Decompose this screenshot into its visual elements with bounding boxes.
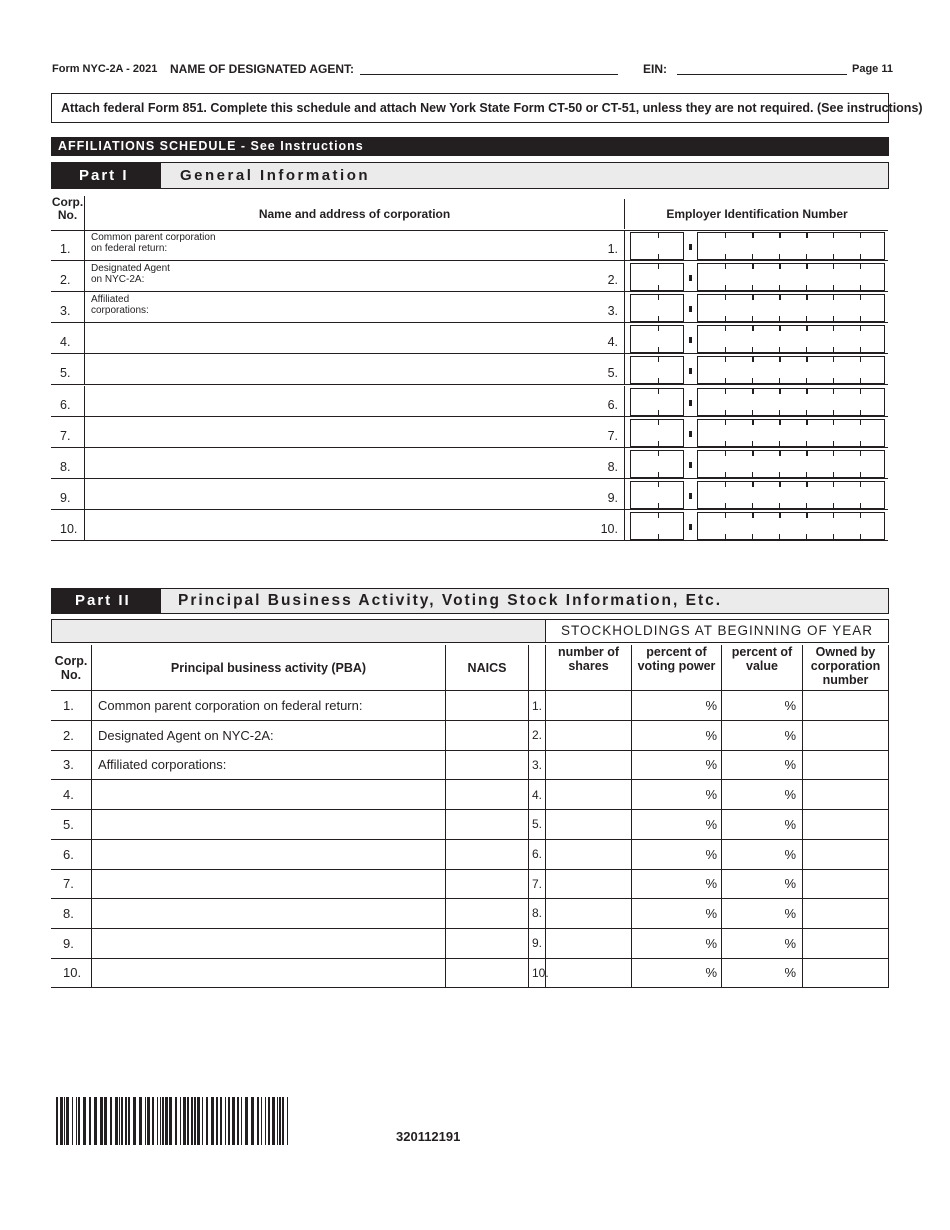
barcode-bar	[175, 1097, 177, 1145]
barcode-bar	[232, 1097, 235, 1145]
agent-label: NAME OF DESIGNATED AGENT:	[170, 62, 355, 76]
percent-sign: %	[784, 965, 796, 981]
ein-separator	[689, 244, 692, 250]
name-address-field[interactable]	[85, 386, 624, 416]
barcode-bar	[83, 1097, 86, 1145]
part2-row	[51, 810, 889, 840]
corp-no: 3.	[51, 292, 85, 322]
form-code: 320112191	[396, 1129, 461, 1144]
barcode-bar	[133, 1097, 136, 1145]
voting-percent-field[interactable]	[631, 721, 721, 750]
naics-field[interactable]	[445, 958, 528, 987]
value-percent-field[interactable]	[721, 929, 802, 958]
part1-row	[51, 323, 888, 354]
name-address-field[interactable]	[85, 230, 624, 260]
owned-by-field[interactable]	[802, 691, 889, 720]
barcode-bar	[279, 1097, 281, 1145]
percent-sign: %	[705, 935, 717, 951]
corp-no: 3.	[63, 757, 74, 773]
name-address-field[interactable]	[85, 354, 624, 384]
ein-entry	[624, 510, 888, 540]
corp-no: 8.	[51, 448, 85, 478]
barcode-bar	[64, 1097, 65, 1145]
ein-suffix-field[interactable]	[697, 356, 885, 384]
percent-sign: %	[705, 698, 717, 713]
voting-percent-field[interactable]	[631, 840, 721, 869]
line-number: 6.	[528, 840, 545, 869]
value-percent-field[interactable]	[721, 869, 802, 898]
owned-by-field[interactable]	[802, 721, 889, 750]
barcode-bar	[191, 1097, 193, 1145]
shares-field[interactable]	[545, 780, 631, 809]
barcode-bar	[60, 1097, 63, 1145]
pba-field[interactable]: Designated Agent on NYC-2A:	[91, 721, 445, 750]
corp-no: 7.	[63, 876, 74, 892]
part1-row	[51, 448, 888, 479]
percent-sign: %	[784, 816, 796, 832]
ein-prefix-field[interactable]	[630, 325, 684, 353]
percent-sign: %	[705, 846, 717, 862]
corp-no: 5.	[51, 354, 85, 384]
barcode-bar	[241, 1097, 242, 1145]
ein-separator	[689, 337, 692, 343]
barcode-bar	[110, 1097, 112, 1145]
col-line	[528, 645, 545, 690]
ein-separator	[689, 493, 692, 499]
owned-by-field[interactable]	[802, 899, 889, 928]
barcode-bar	[202, 1097, 203, 1145]
percent-sign: %	[784, 727, 796, 743]
part1-row	[51, 354, 888, 385]
col-pba: Principal business activity (PBA)	[91, 645, 445, 690]
corp-no: 1.	[63, 698, 74, 713]
ein-prefix-field[interactable]	[630, 356, 684, 384]
percent-sign: %	[705, 905, 717, 921]
pba-field[interactable]	[91, 899, 445, 928]
pba-field[interactable]	[91, 810, 445, 839]
part1-header	[51, 162, 889, 189]
part2-title: Principal Business Activity, Voting Stock Information, Etc.	[178, 592, 723, 609]
corp-no: 6.	[51, 386, 85, 416]
row-label: Designated Agent	[91, 263, 170, 275]
barcode-bar	[157, 1097, 158, 1145]
part2-row	[51, 780, 889, 810]
barcode-bar	[128, 1097, 130, 1145]
barcode-bar	[160, 1097, 161, 1145]
ein-entry	[624, 386, 888, 416]
barcode-bar	[76, 1097, 77, 1145]
voting-percent-field[interactable]	[631, 691, 721, 720]
col-ein: Employer Identification Number	[624, 199, 889, 229]
naics-field[interactable]	[445, 869, 528, 898]
name-address-field[interactable]	[85, 323, 624, 353]
barcode-bar	[56, 1097, 58, 1145]
barcode-bar	[162, 1097, 164, 1145]
barcode-bar	[261, 1097, 262, 1145]
line-number: 10.	[600, 521, 618, 536]
barcode-bar	[100, 1097, 103, 1145]
value-percent-field[interactable]	[721, 691, 802, 720]
pba-field[interactable]	[91, 869, 445, 898]
percent-sign: %	[784, 905, 796, 921]
corp-no: 5.	[63, 816, 74, 832]
barcode-bar	[206, 1097, 208, 1145]
barcode-bar	[152, 1097, 154, 1145]
ein-entry	[624, 261, 888, 291]
barcode	[56, 1097, 290, 1145]
corp-no: 9.	[63, 935, 74, 951]
ein-suffix-field[interactable]	[697, 450, 885, 478]
notice: Attach federal Form 851. Complete this schedule and attach New York State Form CT-50 or CT-51, unless they are not required. (See instructions)	[51, 93, 889, 123]
line-number: 6.	[607, 397, 618, 412]
name-address-field[interactable]	[85, 261, 624, 291]
part2-label: Part II	[51, 588, 161, 614]
shares-field[interactable]	[545, 958, 631, 987]
line-number: 8.	[528, 899, 545, 928]
pba-field[interactable]	[91, 929, 445, 958]
corp-no: 7.	[51, 417, 85, 447]
corp-no: 4.	[51, 323, 85, 353]
owned-by-field[interactable]	[802, 750, 889, 779]
schedule-title: AFFILIATIONS SCHEDULE - See Instructions	[51, 137, 889, 156]
pba-field[interactable]	[91, 958, 445, 987]
percent-sign: %	[705, 816, 717, 832]
naics-field[interactable]	[445, 810, 528, 839]
ein-suffix-field[interactable]	[697, 294, 885, 322]
ein-label: EIN:	[643, 62, 667, 76]
ein-entry	[624, 479, 888, 509]
part1-row	[51, 417, 888, 448]
owned-by-field[interactable]	[802, 780, 889, 809]
line-number: 8.	[607, 459, 618, 474]
percent-sign: %	[784, 757, 796, 773]
barcode-bar	[121, 1097, 123, 1145]
naics-field[interactable]	[445, 840, 528, 869]
barcode-bar	[183, 1097, 186, 1145]
value-percent-field[interactable]	[721, 899, 802, 928]
voting-percent-field[interactable]	[631, 780, 721, 809]
part2-row	[51, 840, 889, 870]
barcode-bar	[169, 1097, 172, 1145]
part2-row	[51, 721, 889, 751]
ein-entry	[624, 417, 888, 447]
pba-field[interactable]	[91, 840, 445, 869]
naics-field[interactable]	[445, 691, 528, 720]
line-number: 4.	[528, 780, 545, 809]
pba-field[interactable]	[91, 780, 445, 809]
col-value: percent of value	[721, 645, 802, 690]
ein-suffix-field[interactable]	[697, 512, 885, 540]
pba-field[interactable]: Affiliated corporations:	[91, 750, 445, 779]
naics-field[interactable]	[445, 750, 528, 779]
col-owned: Owned by corporation number	[802, 645, 889, 690]
agent-name-field[interactable]	[360, 74, 618, 75]
voting-percent-field[interactable]	[631, 869, 721, 898]
row-label: Common parent corporation	[91, 232, 216, 243]
barcode-bar	[287, 1097, 288, 1145]
ein-separator	[689, 462, 692, 468]
ein-prefix-field[interactable]	[630, 419, 684, 447]
shares-field[interactable]	[545, 869, 631, 898]
barcode-bar	[89, 1097, 91, 1145]
percent-sign: %	[705, 757, 717, 773]
part2-row	[51, 958, 889, 988]
col-corp-no: Corp. No.	[54, 653, 88, 682]
barcode-bar	[165, 1097, 168, 1145]
barcode-bar	[125, 1097, 127, 1145]
ein-prefix-field[interactable]	[630, 512, 684, 540]
shares-field[interactable]	[545, 750, 631, 779]
ein-separator	[689, 524, 692, 530]
part2-column-headers	[51, 645, 889, 691]
col-shares: number of shares	[545, 645, 631, 690]
value-percent-field[interactable]	[721, 721, 802, 750]
barcode-bar	[257, 1097, 259, 1145]
shares-field[interactable]	[545, 899, 631, 928]
corp-no: 10.	[51, 510, 85, 540]
ein-entry	[624, 292, 888, 322]
percent-sign: %	[705, 965, 717, 981]
barcode-bar	[197, 1097, 200, 1145]
ein-separator	[689, 306, 692, 312]
corp-no: 4.	[63, 787, 74, 803]
ein-suffix-field[interactable]	[697, 325, 885, 353]
part1-row	[51, 261, 888, 292]
ein-suffix-field[interactable]	[697, 263, 885, 291]
value-percent-field[interactable]	[721, 840, 802, 869]
barcode-bar	[145, 1097, 146, 1145]
part1-row	[51, 479, 888, 510]
line-number: 2.	[607, 273, 618, 288]
barcode-bar	[282, 1097, 284, 1145]
name-address-field[interactable]	[85, 479, 624, 509]
ein-prefix-field[interactable]	[630, 450, 684, 478]
naics-field[interactable]	[445, 721, 528, 750]
owned-by-field[interactable]	[802, 958, 889, 987]
ein-separator	[689, 275, 692, 281]
barcode-bar	[180, 1097, 181, 1145]
page-number: Page 11	[852, 63, 893, 75]
barcode-bar	[119, 1097, 120, 1145]
col-name-address: Name and address of corporation	[258, 207, 451, 221]
voting-percent-field[interactable]	[631, 929, 721, 958]
corp-no: 9.	[51, 479, 85, 509]
voting-percent-field[interactable]	[631, 750, 721, 779]
ein-entry	[624, 354, 888, 384]
name-address-field[interactable]	[85, 417, 624, 447]
barcode-bar	[147, 1097, 150, 1145]
barcode-bar	[225, 1097, 226, 1145]
percent-sign: %	[784, 698, 796, 713]
part2-row	[51, 929, 889, 959]
barcode-bar	[228, 1097, 230, 1145]
form-id: Form NYC-2A - 2021	[52, 63, 158, 75]
value-percent-field[interactable]	[721, 750, 802, 779]
name-address-field[interactable]	[85, 510, 624, 540]
line-number: 1.	[528, 691, 545, 720]
corp-no: 10.	[63, 965, 82, 981]
barcode-bar	[194, 1097, 196, 1145]
shares-field[interactable]	[545, 840, 631, 869]
ein-entry	[624, 323, 888, 353]
part1-column-headers	[51, 195, 888, 231]
part2-row	[51, 691, 889, 721]
barcode-bar	[245, 1097, 248, 1145]
barcode-bar	[139, 1097, 142, 1145]
barcode-bar	[272, 1097, 275, 1145]
barcode-bar	[277, 1097, 278, 1145]
row-label: on federal return:	[91, 243, 168, 254]
owned-by-field[interactable]	[802, 840, 889, 869]
ein-suffix-field[interactable]	[697, 481, 885, 509]
barcode-bar	[187, 1097, 189, 1145]
ein-prefix-field[interactable]	[630, 232, 684, 260]
stockholdings-heading: STOCKHOLDINGS AT BEGINNING OF YEAR	[545, 619, 889, 643]
row-label: corporations:	[91, 305, 149, 317]
owned-by-field[interactable]	[802, 869, 889, 898]
owned-by-field[interactable]	[802, 810, 889, 839]
value-percent-field[interactable]	[721, 958, 802, 987]
col-voting: percent of voting power	[631, 645, 721, 690]
percent-sign: %	[784, 787, 796, 803]
ein-entry	[624, 448, 888, 478]
line-number: 10.	[528, 958, 545, 987]
ein-separator	[689, 400, 692, 406]
percent-sign: %	[705, 876, 717, 892]
barcode-bar	[216, 1097, 218, 1145]
value-percent-field[interactable]	[721, 810, 802, 839]
barcode-bar	[268, 1097, 270, 1145]
corp-no: 2.	[51, 261, 85, 291]
line-number: 3.	[607, 304, 618, 319]
naics-field[interactable]	[445, 899, 528, 928]
line-number: 2.	[528, 721, 545, 750]
line-number: 4.	[607, 335, 618, 350]
ein-entry	[624, 230, 888, 260]
voting-percent-field[interactable]	[631, 958, 721, 987]
shares-field[interactable]	[545, 929, 631, 958]
line-number: 5.	[528, 810, 545, 839]
naics-field[interactable]	[445, 780, 528, 809]
value-percent-field[interactable]	[721, 780, 802, 809]
corp-no: 6.	[63, 846, 74, 862]
corp-no: 1.	[51, 230, 85, 260]
part1-row	[51, 510, 888, 541]
line-number: 7.	[528, 869, 545, 898]
line-number: 1.	[607, 242, 618, 256]
part1-title: General Information	[180, 167, 371, 184]
ein-suffix-field[interactable]	[697, 232, 885, 260]
part1-row	[51, 230, 888, 261]
percent-sign: %	[784, 935, 796, 951]
voting-percent-field[interactable]	[631, 899, 721, 928]
barcode-bar	[237, 1097, 239, 1145]
ein-separator	[689, 368, 692, 374]
ein-prefix-field[interactable]	[630, 481, 684, 509]
pba-field[interactable]: Common parent corporation on federal return:	[91, 691, 445, 720]
shares-field[interactable]	[545, 691, 631, 720]
barcode-bar	[72, 1097, 73, 1145]
percent-sign: %	[784, 846, 796, 862]
col-corp-no: Corp. No.	[51, 196, 85, 230]
ein-field[interactable]	[677, 74, 847, 75]
ein-prefix-field[interactable]	[630, 294, 684, 322]
corp-no: 8.	[63, 905, 74, 921]
barcode-bar	[66, 1097, 69, 1145]
barcode-bar	[211, 1097, 214, 1145]
barcode-bar	[220, 1097, 222, 1145]
barcode-bar	[251, 1097, 254, 1145]
col-naics: NAICS	[445, 645, 528, 690]
part1-row	[51, 292, 888, 323]
barcode-bar	[104, 1097, 107, 1145]
owned-by-field[interactable]	[802, 929, 889, 958]
corp-no: 2.	[63, 727, 74, 743]
percent-sign: %	[705, 727, 717, 743]
naics-field[interactable]	[445, 929, 528, 958]
barcode-bar	[94, 1097, 97, 1145]
part2-row	[51, 869, 889, 899]
part1-row	[51, 386, 888, 417]
part1-label: Part I	[51, 162, 161, 189]
shares-field[interactable]	[545, 721, 631, 750]
part2-row	[51, 899, 889, 929]
barcode-bar	[265, 1097, 266, 1145]
line-number: 5.	[607, 366, 618, 381]
name-address-field[interactable]	[85, 448, 624, 478]
line-number: 9.	[607, 490, 618, 505]
percent-sign: %	[705, 787, 717, 803]
ein-prefix-field[interactable]	[630, 263, 684, 291]
ein-separator	[689, 431, 692, 437]
row-label: on NYC-2A:	[91, 274, 145, 286]
line-number: 3.	[528, 750, 545, 779]
ein-suffix-field[interactable]	[697, 388, 885, 416]
percent-sign: %	[784, 876, 796, 892]
line-number: 9.	[528, 929, 545, 958]
ein-suffix-field[interactable]	[697, 419, 885, 447]
ein-prefix-field[interactable]	[630, 388, 684, 416]
barcode-bar	[78, 1097, 80, 1145]
line-number: 7.	[607, 428, 618, 443]
row-label: Affiliated	[91, 294, 130, 306]
part2-row	[51, 750, 889, 780]
barcode-bar	[115, 1097, 118, 1145]
voting-percent-field[interactable]	[631, 810, 721, 839]
shares-field[interactable]	[545, 810, 631, 839]
name-address-field[interactable]	[85, 292, 624, 322]
